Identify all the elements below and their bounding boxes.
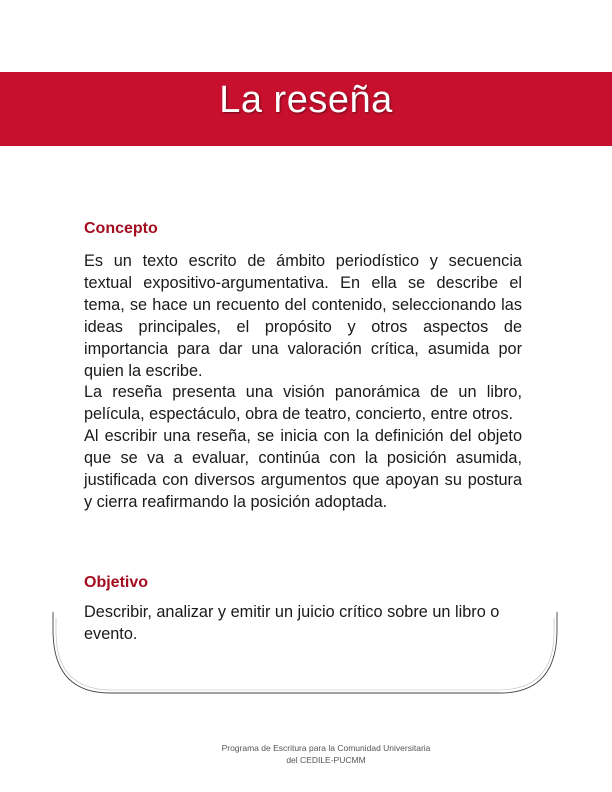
concept-paragraph: La reseña presenta una visión panorámica de un libro, película, espectáculo, obra de teatro, concierto, entre otros. (84, 383, 522, 424)
concept-paragraph: Al escribir una reseña, se inicia con la definición del objeto que se va a evaluar, continúa con la posición asumida, justificada con diversos argumentos que apoyan su postura y cierra reafirmando la posición adoptada. (84, 427, 522, 511)
concept-heading: Concepto (84, 220, 158, 237)
footer-line: del CEDILE-PUCMM (286, 755, 366, 765)
objective-heading: Objetivo (84, 574, 149, 591)
concept-paragraph: Es un texto escrito de ámbito periodístico y secuencia textual expositivo-argumentativa. En ella se describe el tema, se hace un recuento del contenido, seleccionando las ideas principales, el propósito y otros aspectos de importancia para dar una valoración crítica, asumida por quien la escribe. (84, 252, 522, 380)
footer (0, 742, 612, 766)
footer-line: Programa de Escritura para la Comunidad Universitaria (221, 743, 431, 753)
page-title: La reseña (219, 79, 393, 121)
decorative-frame (50, 600, 560, 695)
concept-body (84, 251, 522, 514)
objective-text: Describir, analizar y emitir un juicio crítico sobre un libro o evento. (84, 603, 500, 643)
